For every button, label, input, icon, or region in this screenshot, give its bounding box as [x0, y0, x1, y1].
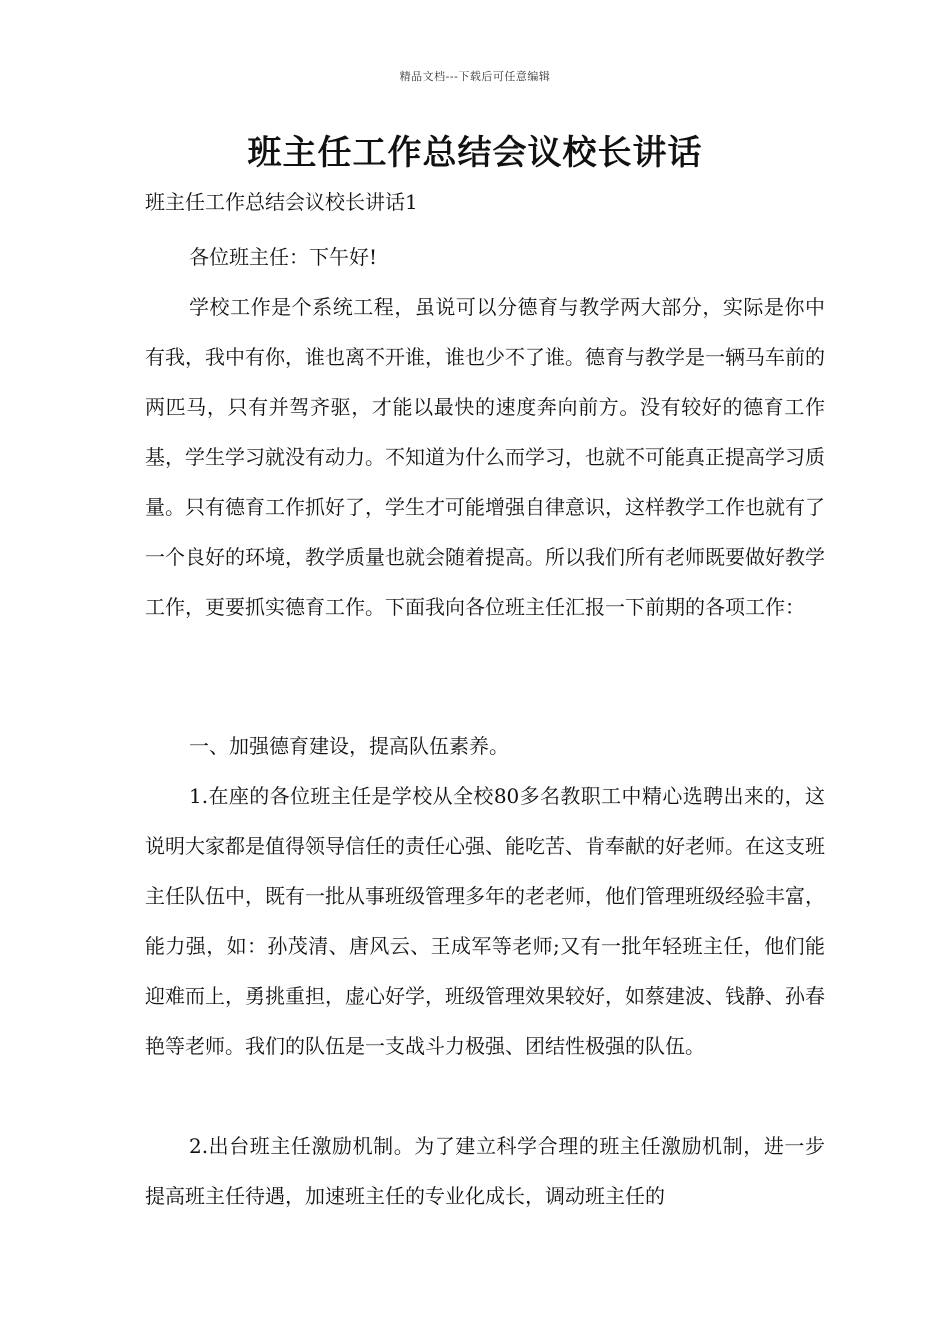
- greeting-paragraph: 各位班主任：下午好!: [189, 245, 378, 269]
- item-1-paragraph: 1.在座的各位班主任是学校从全校80多名教职工中精心选聘出来的，这说明大家都是值得领导信任的责任心强、能吃苦、肯奉献的好老师。在这支班主任队伍中，既有一批从事班级管理多年的老老师，他们管理班级经验丰富，能力强，如：孙茂清、唐风云、王成军等老师;又有一批年轻班主任，他们能迎难而上，勇挑重担，虚心好学，班级管理效果较好，如蔡建波、钱静、孙春艳等老师。我们的队伍是一支战斗力极强、团结性极强的队伍。: [145, 784, 825, 1058]
- document-subtitle: 班主任工作总结会议校长讲话1: [145, 190, 418, 214]
- intro-paragraph: 学校工作是个系统工程，虽说可以分德育与教学两大部分，实际是你中有我，我中有你，谁也离不开谁，谁也少不了谁。德育与教学是一辆马车前的两匹马，只有并驾齐驱，才能以最快的速度奔向前方。没有较好的德育工作基，学生学习就没有动力。不知道为什么而学习，也就不可能真正提高学习质量。只有德育工作抓好了，学生才可能增强自律意识，这样教学工作也就有了一个良好的环境，教学质量也就会随着提高。所以我们所有老师既要做好教学工作，更要抓实德育工作。下面我向各位班主任汇报一下前期的各项工作：: [145, 295, 825, 619]
- section-heading: 一、加强德育建设，提高队伍素养。: [189, 734, 509, 758]
- document-title: 班主任工作总结会议校长讲话: [247, 133, 703, 173]
- item-2-paragraph: 2.出台班主任激励机制。为了建立科学合理的班主任激励机制，进一步提高班主任待遇，加速班主任的专业化成长，调动班主任的: [145, 1134, 825, 1208]
- header-note: 精品文档---下载后可任意编辑: [399, 70, 551, 83]
